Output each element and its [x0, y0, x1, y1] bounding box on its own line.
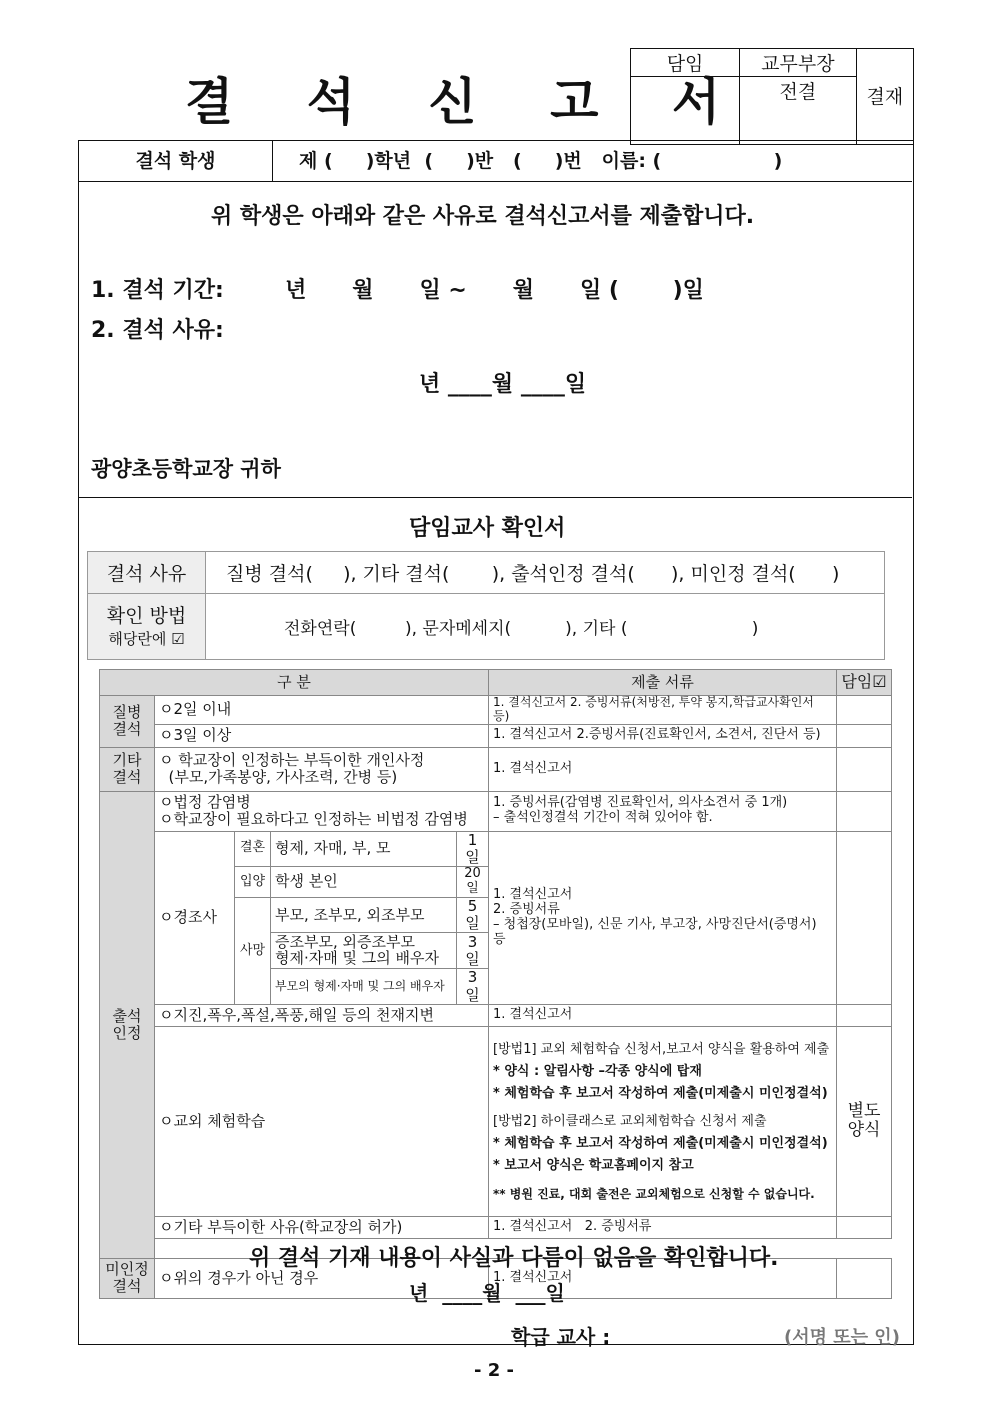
header-check: 담임☑	[837, 670, 892, 696]
reason-options[interactable]: 질병 결석( ), 기타 결석( ), 출석인정 결석( ), 미인정 결석( )	[206, 552, 885, 594]
method-label-cell	[88, 594, 206, 660]
field-doc-5: * 체험학습 후 보고서 작성하여 제출(미제출시 미인정결석)	[493, 1136, 828, 1152]
disease: ㅇ법정 감염병 ㅇ학교장이 필요하다고 인정하는 비법정 감염병	[155, 791, 489, 831]
death-1: 부모, 조부모, 외조부모	[271, 897, 457, 933]
student-row	[79, 141, 912, 182]
other-item: ㅇ 학교장이 인정하는 부득이한 개인사정 (부모,가족봉양, 가사조력, 간병 등)	[155, 747, 489, 791]
family: ㅇ경조사	[155, 831, 235, 1004]
ill-2-docs: 1. 결석신고서 2.증빙서류(진료확인서, 소견서, 진단서 등)	[489, 724, 837, 747]
disaster-docs: 1. 결석신고서	[489, 1004, 837, 1026]
method-note: 해당란에 ☑	[108, 630, 185, 649]
disease-docs: 1. 증빙서류(감염병 진료확인서, 의사소견서 중 1개) – 출석인정결석 기간이 적혀 있어야 함.	[489, 791, 837, 831]
etc: ㅇ기타 부득이한 사유(학교장의 허가)	[155, 1216, 489, 1238]
death-2: 증조부모, 외증조부모 형제·자매 및 그의 배우자	[271, 933, 457, 969]
teacher-label: 학급 교사 :	[511, 1325, 611, 1349]
approval-side: 결재	[856, 49, 913, 145]
check-etc[interactable]	[837, 1216, 892, 1238]
field-doc-1: [방법1] 교외 체험학습 신청서,보고서 양식을 활용하여 제출	[493, 1041, 830, 1057]
check-ill-1[interactable]	[837, 696, 892, 725]
reason-line[interactable]: 2. 결석 사유:	[91, 318, 224, 343]
confirm-title: 담임교사 확인서	[409, 516, 566, 541]
marriage: 결혼	[235, 831, 271, 867]
period-line[interactable]: 1. 결석 기간: 년 월 일 ~ 월 일 ( )일	[91, 278, 704, 303]
field-trip: ㅇ교외 체험학습	[155, 1026, 489, 1216]
etc-docs: 1. 결석신고서 2. 증빙서류	[489, 1216, 837, 1238]
check-unauth[interactable]	[837, 1258, 892, 1298]
field-doc-4: [방법2] 하이클래스로 교외체험학습 신청서 제출	[493, 1114, 767, 1130]
cat-other: 기타 결석	[100, 747, 155, 791]
check-disaster[interactable]	[837, 1004, 892, 1026]
student-label: 결석 학생	[79, 141, 273, 181]
approval-final: 전결	[740, 77, 857, 145]
ill-2: ㅇ3일 이상	[155, 724, 489, 747]
check-ill-2[interactable]	[837, 724, 892, 747]
method-label: 확인 방법	[106, 604, 187, 627]
sign-note: (서명 또는 인)	[784, 1327, 900, 1348]
student-fields[interactable]: 제 ( )학년 ( )반 ( )번 이름: ( )	[299, 150, 783, 172]
approval-box	[630, 48, 914, 145]
disaster: ㅇ지진,폭우,폭설,폭풍,해일 등의 천재지변	[155, 1004, 489, 1026]
adopt-who: 학생 본인	[271, 867, 457, 898]
date-line[interactable]: 년 ____월 ____일	[419, 372, 587, 397]
final-statement: 위 결석 기재 내용이 사실과 다름이 없음을 확인합니다.	[249, 1246, 779, 1271]
confirm-table	[87, 551, 885, 660]
adopt-days: 20일	[457, 867, 489, 898]
field-doc-3: * 체험학습 후 보고서 작성하여 제출(미제출시 미인정결석)	[493, 1086, 828, 1102]
method-options[interactable]: 전화연락( ), 문자메세지( ), 기타 ( )	[206, 594, 885, 660]
header-docs: 제출 서류	[489, 670, 837, 696]
death-3-days: 3일	[457, 969, 489, 1005]
cat-illness: 질병 결석	[100, 696, 155, 748]
other-docs: 1. 결석신고서	[489, 747, 837, 791]
unauth-docs: 1. 결석신고서	[489, 1258, 837, 1298]
approval-homeroom-sign[interactable]	[631, 77, 740, 145]
family-docs: 1. 결석신고서 2. 증빙서류 – 청첩장(모바일), 신문 기사, 부고장, 사망진단서(증명서) 등	[489, 831, 837, 1004]
approval-homeroom: 담임	[631, 49, 740, 77]
field-check: 별도 양식	[837, 1026, 892, 1216]
form-body	[78, 140, 914, 1349]
field-docs	[489, 1026, 837, 1216]
ill-1: ㅇ2일 이내	[155, 696, 489, 725]
field-doc-7: ** 병원 진료, 대회 출전은 교외체험으로 신청할 수 없습니다.	[493, 1186, 815, 1201]
marriage-days: 1일	[457, 831, 489, 867]
marriage-who: 형제, 자매, 부, 모	[271, 831, 457, 867]
check-disease[interactable]	[837, 791, 892, 831]
death-2-days: 3일	[457, 933, 489, 969]
statement: 위 학생은 아래와 같은 사유로 결석신고서를 제출합니다.	[211, 204, 755, 229]
page-number: - 2 -	[474, 1360, 514, 1381]
divider	[79, 497, 912, 498]
unauth-item: ㅇ위의 경우가 아닌 경우	[155, 1258, 489, 1298]
cat-attend: 출석 인정	[100, 791, 155, 1258]
header-category: 구 분	[100, 670, 489, 696]
approval-vice-principal: 교무부장	[740, 49, 857, 77]
field-doc-6: * 보고서 양식은 학교홈페이지 참고	[493, 1158, 694, 1174]
document-title: 결 석 신 고 서	[185, 73, 749, 131]
adopt: 입양	[235, 867, 271, 898]
check-family[interactable]	[837, 831, 892, 1004]
reason-label: 결석 사유	[88, 552, 206, 594]
field-doc-2: * 양식 : 알림사항 –각종 양식에 탑재	[493, 1064, 702, 1080]
death-1-days: 5일	[457, 897, 489, 933]
addressee: 광양초등학교장 귀하	[91, 457, 281, 481]
death: 사망	[235, 897, 271, 1004]
final-date[interactable]: 년 ____월 ___일	[409, 1281, 565, 1305]
death-3: 부모의 형제·자매 및 그의 배우자	[271, 969, 457, 1005]
ill-1-docs: 1. 결석신고서 2. 증빙서류(처방전, 투약 봉지,학급교사확인서 등)	[489, 696, 837, 725]
rules-table	[99, 669, 892, 1299]
cat-unauth: 미인정 결석	[100, 1258, 155, 1298]
check-other[interactable]	[837, 747, 892, 791]
